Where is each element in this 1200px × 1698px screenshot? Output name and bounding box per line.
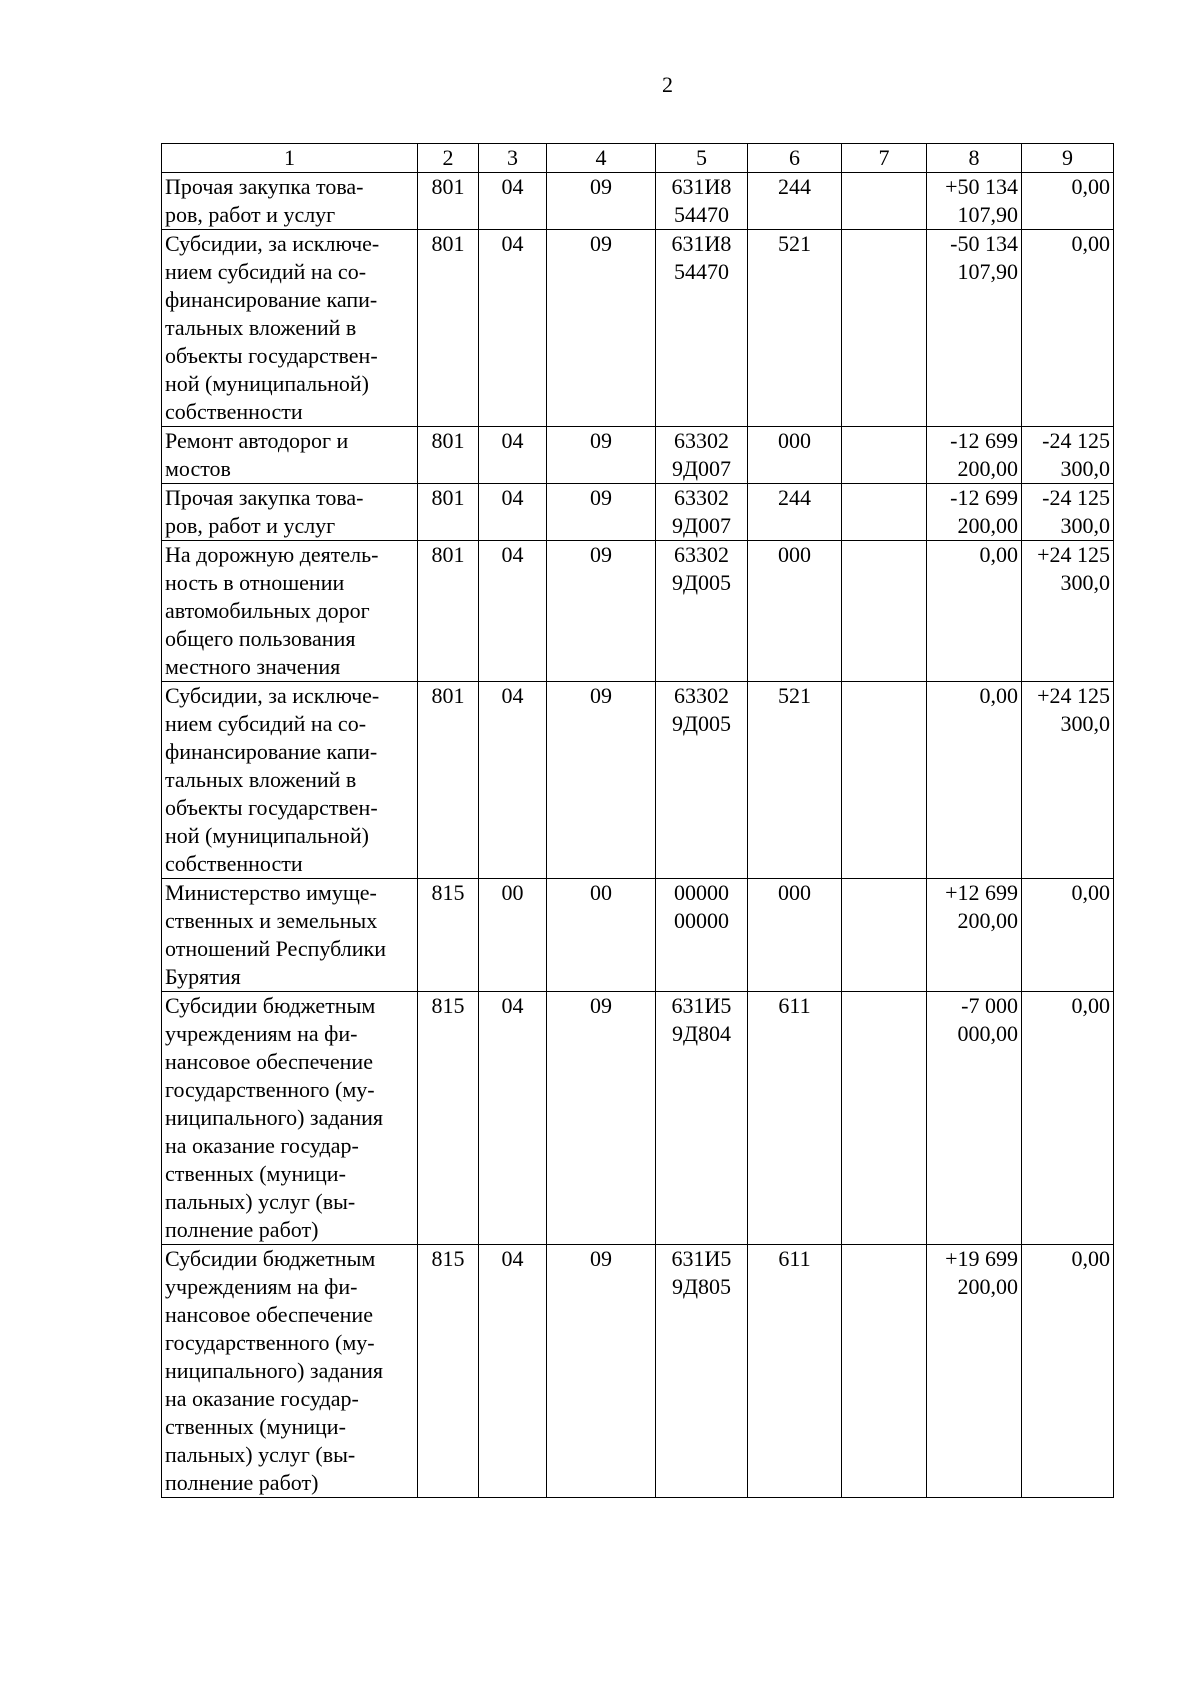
expense-type-cell: 244: [748, 173, 842, 230]
column-7-cell: [842, 992, 927, 1245]
amount-8-cell: +19 699 200,00: [927, 1245, 1022, 1498]
column-header: 9: [1022, 144, 1114, 173]
section-cell: 04: [479, 230, 547, 427]
amount-9-cell: -24 125 300,0: [1022, 484, 1114, 541]
table-row: [162, 427, 1114, 484]
table-row: [162, 1245, 1114, 1498]
item-name-cell: На дорожную деятель- ность в отношении автомобильных дорог общего пользования местного значения: [162, 541, 418, 682]
amount-8-cell: -12 699 200,00: [927, 427, 1022, 484]
table-header-row: [162, 144, 1114, 173]
amount-8-cell: +12 699 200,00: [927, 879, 1022, 992]
subsection-cell: 09: [547, 173, 656, 230]
subsection-cell: 09: [547, 484, 656, 541]
subsection-cell: 09: [547, 682, 656, 879]
ministry-code-cell: 801: [418, 484, 479, 541]
expense-type-cell: 000: [748, 879, 842, 992]
target-article-cell: 63302 9Д005: [656, 682, 748, 879]
item-name-cell: Ремонт автодорог и мостов: [162, 427, 418, 484]
expense-type-cell: 244: [748, 484, 842, 541]
ministry-code-cell: 801: [418, 230, 479, 427]
subsection-cell: 09: [547, 541, 656, 682]
column-7-cell: [842, 230, 927, 427]
section-cell: 04: [479, 992, 547, 1245]
column-header: 7: [842, 144, 927, 173]
column-7-cell: [842, 427, 927, 484]
column-header: 3: [479, 144, 547, 173]
ministry-code-cell: 815: [418, 992, 479, 1245]
target-article-cell: 63302 9Д007: [656, 427, 748, 484]
amount-9-cell: 0,00: [1022, 992, 1114, 1245]
column-header: 8: [927, 144, 1022, 173]
expense-type-cell: 521: [748, 230, 842, 427]
column-7-cell: [842, 541, 927, 682]
subsection-cell: 09: [547, 992, 656, 1245]
section-cell: 04: [479, 541, 547, 682]
section-cell: 04: [479, 682, 547, 879]
amount-8-cell: -50 134 107,90: [927, 230, 1022, 427]
amount-9-cell: -24 125 300,0: [1022, 427, 1114, 484]
table-row: [162, 879, 1114, 992]
target-article-cell: 63302 9Д007: [656, 484, 748, 541]
item-name-cell: Министерство имуще- ственных и земельных отношений Республики Бурятия: [162, 879, 418, 992]
table-row: [162, 992, 1114, 1245]
column-7-cell: [842, 173, 927, 230]
column-header: 5: [656, 144, 748, 173]
amount-9-cell: +24 125 300,0: [1022, 541, 1114, 682]
budget-table: [161, 143, 1114, 1498]
expense-type-cell: 000: [748, 427, 842, 484]
column-7-cell: [842, 682, 927, 879]
item-name-cell: Прочая закупка това- ров, работ и услуг: [162, 173, 418, 230]
table-row: [162, 173, 1114, 230]
amount-9-cell: 0,00: [1022, 1245, 1114, 1498]
subsection-cell: 09: [547, 427, 656, 484]
amount-8-cell: 0,00: [927, 541, 1022, 682]
table-row: [162, 230, 1114, 427]
page-number: 2: [662, 72, 673, 97]
item-name-cell: Субсидии бюджетным учреждениям на фи- нансовое обеспечение государственного (му- ниципального) задания на оказание государ- ственных (муници- пальных) услуг (вы- полнение работ): [162, 1245, 418, 1498]
section-cell: 04: [479, 1245, 547, 1498]
column-header: 6: [748, 144, 842, 173]
ministry-code-cell: 801: [418, 427, 479, 484]
expense-type-cell: 521: [748, 682, 842, 879]
subsection-cell: 09: [547, 1245, 656, 1498]
table-row: [162, 484, 1114, 541]
ministry-code-cell: 801: [418, 682, 479, 879]
column-header: 4: [547, 144, 656, 173]
target-article-cell: 631И5 9Д805: [656, 1245, 748, 1498]
item-name-cell: Субсидии, за исключе- нием субсидий на со- финансирование капи- тальных вложений в объекты государствен- ной (муниципальной) собственности: [162, 230, 418, 427]
expense-type-cell: 611: [748, 1245, 842, 1498]
section-cell: 04: [479, 173, 547, 230]
amount-8-cell: -12 699 200,00: [927, 484, 1022, 541]
amount-9-cell: 0,00: [1022, 173, 1114, 230]
column-7-cell: [842, 484, 927, 541]
column-7-cell: [842, 879, 927, 992]
expense-type-cell: 000: [748, 541, 842, 682]
ministry-code-cell: 801: [418, 173, 479, 230]
amount-8-cell: +50 134 107,90: [927, 173, 1022, 230]
column-header: 2: [418, 144, 479, 173]
amount-8-cell: 0,00: [927, 682, 1022, 879]
table-row: [162, 682, 1114, 879]
ministry-code-cell: 815: [418, 879, 479, 992]
table-row: [162, 541, 1114, 682]
target-article-cell: 631И5 9Д804: [656, 992, 748, 1245]
target-article-cell: 631И8 54470: [656, 173, 748, 230]
amount-9-cell: 0,00: [1022, 230, 1114, 427]
column-7-cell: [842, 1245, 927, 1498]
expense-type-cell: 611: [748, 992, 842, 1245]
amount-8-cell: -7 000 000,00: [927, 992, 1022, 1245]
item-name-cell: Прочая закупка това- ров, работ и услуг: [162, 484, 418, 541]
item-name-cell: Субсидии бюджетным учреждениям на фи- нансовое обеспечение государственного (му- ниципального) задания на оказание государ- ственных (муници- пальных) услуг (вы- полнение работ): [162, 992, 418, 1245]
section-cell: 00: [479, 879, 547, 992]
target-article-cell: 631И8 54470: [656, 230, 748, 427]
subsection-cell: 09: [547, 230, 656, 427]
amount-9-cell: +24 125 300,0: [1022, 682, 1114, 879]
target-article-cell: 63302 9Д005: [656, 541, 748, 682]
ministry-code-cell: 815: [418, 1245, 479, 1498]
amount-9-cell: 0,00: [1022, 879, 1114, 992]
column-header: 1: [162, 144, 418, 173]
section-cell: 04: [479, 484, 547, 541]
section-cell: 04: [479, 427, 547, 484]
subsection-cell: 00: [547, 879, 656, 992]
target-article-cell: 00000 00000: [656, 879, 748, 992]
item-name-cell: Субсидии, за исключе- нием субсидий на со- финансирование капи- тальных вложений в объекты государствен- ной (муниципальной) собственности: [162, 682, 418, 879]
ministry-code-cell: 801: [418, 541, 479, 682]
